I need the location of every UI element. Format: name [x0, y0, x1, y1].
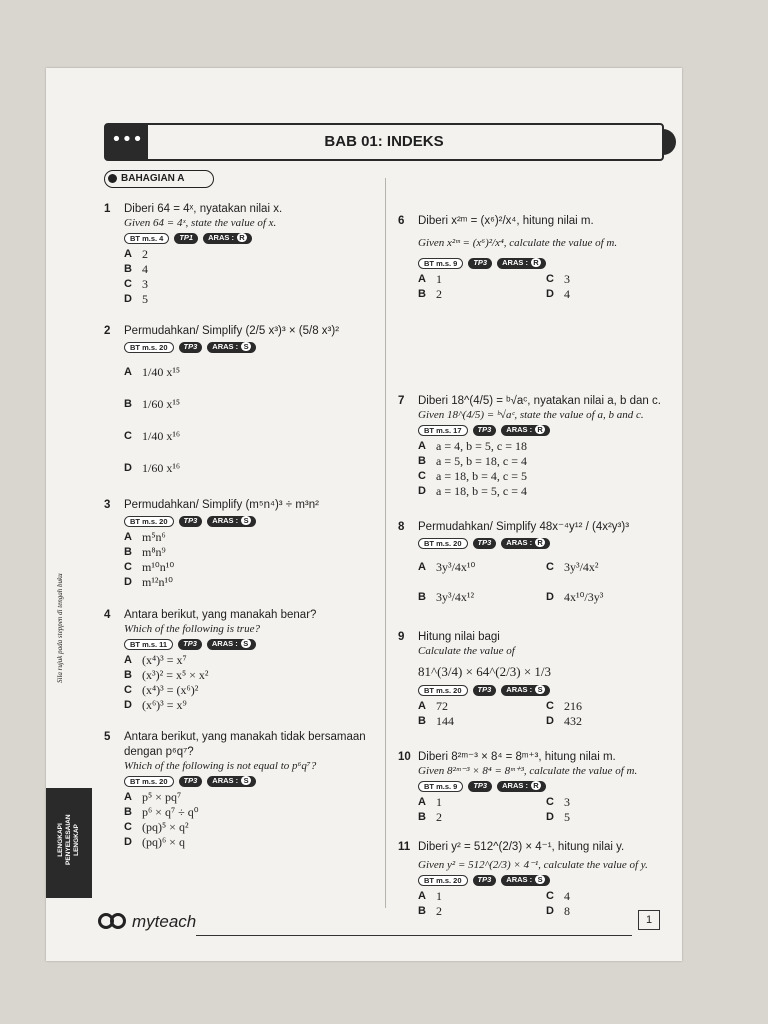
- option-d[interactable]: D a = 18, b = 5, c = 4: [418, 484, 527, 498]
- question-text: Diberi 18^(4/5) = ᵇ√aᶜ, nyatakan nilai a, b dan c.: [418, 395, 661, 407]
- column-divider: [385, 178, 386, 908]
- aras-badge: ARAS : S: [207, 516, 256, 527]
- option-c[interactable]: C a = 18, b = 4, c = 5: [418, 469, 527, 483]
- option-c[interactable]: C 3: [124, 277, 148, 291]
- question-6: [398, 214, 678, 302]
- aras-badge: ARAS : R: [497, 258, 546, 269]
- side-tab-label: LENGKAPI PENYELESAIAN LENGKAP: [57, 814, 80, 865]
- question-9: [398, 630, 678, 729]
- option-d[interactable]: D 432: [546, 714, 582, 728]
- aras-badge: ARAS : S: [207, 342, 256, 353]
- option-a[interactable]: A 1: [418, 795, 442, 809]
- tp-badge: TP3: [179, 516, 203, 527]
- question-translation: Which of the following is true?: [124, 623, 260, 635]
- option-b[interactable]: B 2: [418, 287, 442, 301]
- question-5: [104, 730, 384, 850]
- question-number: 11: [398, 841, 411, 853]
- option-a[interactable]: A 72: [418, 699, 448, 713]
- tp-badge: TP3: [473, 425, 497, 436]
- question-badges: [398, 425, 678, 436]
- tp-badge: TP3: [179, 776, 203, 787]
- question-number: 6: [398, 215, 405, 227]
- option-d[interactable]: D (pq)⁶ × q: [124, 835, 185, 849]
- aras-badge: ARAS : R: [497, 781, 546, 792]
- bt-badge: BT m.s. 4: [124, 233, 169, 244]
- chapter-header: [104, 123, 664, 161]
- question-badges: [398, 538, 678, 549]
- question-2: [104, 324, 384, 484]
- worksheet-page: [46, 68, 682, 961]
- aras-badge: ARAS : R: [203, 233, 252, 244]
- question-text: Diberi 8²ᵐ⁻³ × 8⁴ = 8ᵐ⁺³, hitung nilai m.: [418, 751, 616, 763]
- option-b[interactable]: B 3y³/4x¹²: [418, 590, 475, 604]
- option-a[interactable]: A 1: [418, 272, 442, 286]
- aras-badge: ARAS : S: [501, 685, 550, 696]
- tp-badge: TP3: [473, 685, 497, 696]
- bt-badge: BT m.s. 20: [418, 875, 468, 886]
- option-d[interactable]: D 5: [124, 292, 148, 306]
- option-c[interactable]: C 1/40 x¹⁶: [124, 429, 181, 443]
- option-d[interactable]: D (x⁶)³ = x⁹: [124, 698, 187, 712]
- question-text: Permudahkan/ Simplify 48x⁻⁴y¹² / (4x²y³)³: [418, 521, 630, 533]
- aras-badge: ARAS : R: [501, 538, 550, 549]
- question-badges: [104, 776, 384, 787]
- option-d[interactable]: D 5: [546, 810, 570, 824]
- option-d[interactable]: D 4: [546, 287, 570, 301]
- side-note: Sila rujuk pada steppen di tengah buku: [56, 573, 64, 683]
- bt-badge: BT m.s. 20: [418, 538, 468, 549]
- bt-badge: BT m.s. 20: [418, 685, 468, 696]
- option-c[interactable]: C 4: [546, 889, 570, 903]
- question-translation: Given y² = 512^(2/3) × 4⁻¹, calculate the value of y.: [418, 859, 648, 871]
- question-number: 1: [104, 203, 111, 215]
- aras-badge: ARAS : S: [207, 776, 256, 787]
- bt-badge: BT m.s. 20: [124, 776, 174, 787]
- question-3: [104, 498, 384, 590]
- option-d[interactable]: D 1/60 x¹⁶: [124, 461, 181, 475]
- option-d[interactable]: D m¹²n¹⁰: [124, 575, 173, 589]
- option-a[interactable]: A (x⁴)³ = x⁷: [124, 653, 187, 667]
- option-a[interactable]: A 1/40 x¹⁵: [124, 365, 181, 379]
- option-b[interactable]: B m⁸n⁹: [124, 545, 166, 559]
- question-badges: [104, 516, 384, 527]
- question-expression: 81^(3/4) × 64^(2/3) × 1/3: [418, 664, 552, 679]
- option-a[interactable]: A 2: [124, 247, 148, 261]
- question-text: Diberi y² = 512^(2/3) × 4⁻¹, hitung nilai y.: [418, 841, 625, 853]
- question-badges: [398, 875, 678, 886]
- question-text: Diberi 64 = 4ˣ, nyatakan nilai x.: [124, 203, 283, 215]
- aras-badge: ARAS : S: [501, 875, 550, 886]
- option-d[interactable]: D 8: [546, 904, 570, 918]
- question-7: [398, 394, 678, 499]
- logo-icon: [98, 911, 128, 933]
- option-c[interactable]: C 3: [546, 272, 570, 286]
- dots-icon: •••: [106, 125, 148, 159]
- question-badges: [104, 639, 384, 650]
- option-b[interactable]: B 2: [418, 810, 442, 824]
- option-a[interactable]: A 1: [418, 889, 442, 903]
- tp-badge: TP3: [473, 538, 497, 549]
- option-b[interactable]: B 4: [124, 262, 148, 276]
- tp-badge: TP3: [179, 342, 203, 353]
- question-translation: Which of the following is not equal to p⁶q⁷?: [124, 760, 317, 772]
- tp-badge: TP3: [468, 258, 492, 269]
- bt-badge: BT m.s. 17: [418, 425, 468, 436]
- option-c[interactable]: C (pq)⁵ × q²: [124, 820, 189, 834]
- bt-badge: BT m.s. 9: [418, 258, 463, 269]
- option-c[interactable]: C 3: [546, 795, 570, 809]
- question-number: 4: [104, 609, 111, 621]
- question-badges: [398, 781, 678, 792]
- question-4: [104, 608, 384, 713]
- option-a[interactable]: A a = 4, b = 5, c = 18: [418, 439, 527, 453]
- question-translation: Given 8²ᵐ⁻³ × 8⁴ = 8ᵐ⁺³, calculate the value of m.: [418, 765, 638, 777]
- question-text: Hitung nilai bagi: [418, 631, 500, 643]
- bt-badge: BT m.s. 9: [418, 781, 463, 792]
- question-translation: Given 18^(4/5) = ᵇ√aᶜ, state the value of a, b and c.: [418, 409, 644, 421]
- bt-badge: BT m.s. 20: [124, 516, 174, 527]
- question-number: 9: [398, 631, 405, 643]
- option-c[interactable]: C (x⁴)³ = (x⁶)²: [124, 683, 199, 697]
- question-11: [398, 840, 678, 919]
- question-badges: [104, 342, 384, 353]
- tp-badge: TP3: [468, 781, 492, 792]
- aras-badge: ARAS : R: [501, 425, 550, 436]
- question-translation: Given x²ᵐ = (x⁶)²/x⁴, calculate the value of m.: [418, 237, 618, 249]
- question-10: [398, 750, 678, 825]
- option-b[interactable]: B 1/60 x¹⁵: [124, 397, 181, 411]
- question-translation: Calculate the value of: [418, 645, 515, 657]
- option-c[interactable]: C 216: [546, 699, 582, 713]
- question-text: Permudahkan/ Simplify (2/5 x³)³ × (5/8 x³)²: [124, 325, 340, 337]
- question-text: Antara berikut, yang manakah benar?: [124, 609, 317, 621]
- option-b[interactable]: B 2: [418, 904, 442, 918]
- option-c[interactable]: C m¹⁰n¹⁰: [124, 560, 175, 574]
- page-number: 1: [638, 910, 660, 930]
- question-number: 8: [398, 521, 405, 533]
- myteach-logo: [98, 911, 196, 933]
- question-text: Permudahkan/ Simplify (m⁵n⁴)³ ÷ m³n²: [124, 499, 319, 511]
- header-tab-decoration: [662, 129, 676, 155]
- option-a[interactable]: A 3y³/4x¹⁰: [418, 560, 476, 574]
- bt-badge: BT m.s. 11: [124, 639, 173, 650]
- option-b[interactable]: B a = 5, b = 18, c = 4: [418, 454, 527, 468]
- question-number: 2: [104, 325, 111, 337]
- question-text: Antara berikut, yang manakah tidak bersamaan dengan p⁶q⁷?: [124, 731, 366, 758]
- question-number: 10: [398, 751, 411, 763]
- question-badges: [398, 258, 678, 269]
- option-b[interactable]: B 144: [418, 714, 454, 728]
- logo-text: myteach: [132, 912, 197, 931]
- aras-badge: ARAS : S: [207, 639, 256, 650]
- question-number: 7: [398, 395, 405, 407]
- tp-badge: TP3: [178, 639, 202, 650]
- option-a[interactable]: A m⁵n⁶: [124, 530, 166, 544]
- tp-badge: TP3: [473, 875, 497, 886]
- footer-rule: [196, 935, 632, 936]
- question-badges: [104, 233, 384, 244]
- question-translation: Given 64 = 4ˣ, state the value of x.: [124, 217, 277, 229]
- section-label: BAHAGIAN A: [104, 170, 214, 188]
- option-d[interactable]: D 4x¹⁰/3y³: [546, 590, 604, 604]
- question-number: 5: [104, 731, 111, 743]
- question-text: Diberi x²ᵐ = (x⁶)²/x⁴, hitung nilai m.: [418, 215, 594, 227]
- question-number: 3: [104, 499, 111, 511]
- question-8: [398, 520, 678, 612]
- question-1: [104, 202, 384, 307]
- option-b[interactable]: B (x³)² = x⁵ × x²: [124, 668, 209, 682]
- option-b[interactable]: B p⁶ × q⁷ ÷ q⁰: [124, 805, 199, 819]
- question-badges: [398, 685, 678, 696]
- chapter-title: BAB 01: INDEKS: [324, 133, 444, 150]
- option-c[interactable]: C 3y³/4x²: [546, 560, 599, 574]
- option-a[interactable]: A p⁵ × pq⁷: [124, 790, 182, 804]
- tp-badge: TP1: [174, 233, 198, 244]
- bt-badge: BT m.s. 20: [124, 342, 174, 353]
